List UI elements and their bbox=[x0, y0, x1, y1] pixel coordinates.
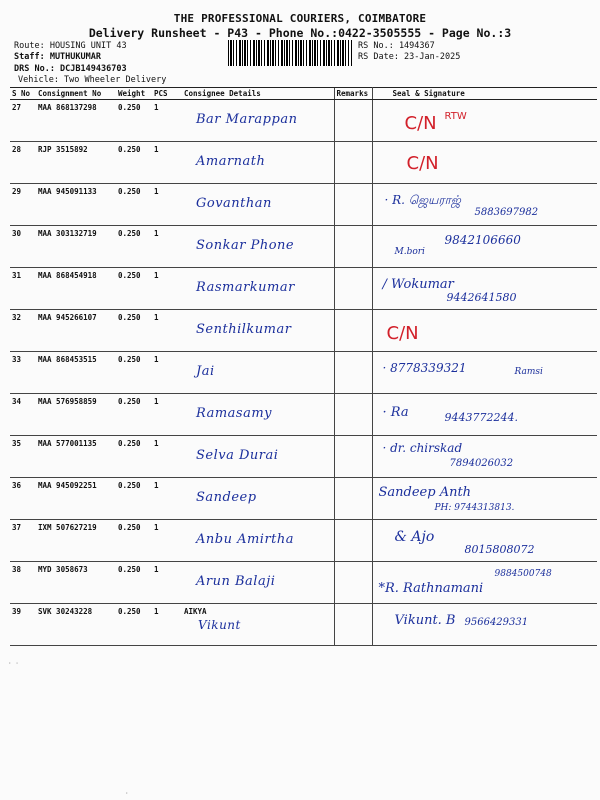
col-header-pcs: PCS bbox=[152, 88, 182, 100]
row-remarks bbox=[334, 352, 372, 394]
row-signature-phone: · 8778339321 bbox=[382, 361, 467, 375]
drs-number: DRS No.: DCJB149436703 bbox=[14, 64, 127, 74]
row-signature-phone: 7894026032 bbox=[449, 458, 514, 469]
row-sno: 36 bbox=[10, 478, 36, 520]
row-consignment: MAA 577001135 bbox=[36, 436, 116, 478]
row-sno: 38 bbox=[10, 562, 36, 604]
table-header-row bbox=[10, 88, 597, 100]
row-pcs: 1 bbox=[152, 478, 182, 520]
scan-speck: · bbox=[125, 790, 129, 797]
row-signature: & Ajo bbox=[394, 529, 435, 545]
row-weight: 0.250 bbox=[116, 604, 152, 646]
row-weight: 0.250 bbox=[116, 268, 152, 310]
row-remarks bbox=[334, 562, 372, 604]
row-consignee-handwritten: Sandeep bbox=[196, 490, 257, 505]
table-row bbox=[10, 394, 597, 436]
row-weight: 0.250 bbox=[116, 520, 152, 562]
row-remarks bbox=[334, 394, 372, 436]
row-weight: 0.250 bbox=[116, 394, 152, 436]
table-row bbox=[10, 478, 597, 520]
col-header-signature: Seal & Signature bbox=[372, 88, 597, 100]
row-consignment: MAA 576958859 bbox=[36, 394, 116, 436]
row-remarks bbox=[334, 184, 372, 226]
row-weight: 0.250 bbox=[116, 100, 152, 142]
row-sno: 35 bbox=[10, 436, 36, 478]
row-remarks bbox=[334, 604, 372, 646]
row-signature-phone: 9442641580 bbox=[446, 291, 517, 304]
route-info: Route: HOUSING UNIT 43 bbox=[14, 41, 127, 51]
row-sno: 28 bbox=[10, 142, 36, 184]
col-header-remarks: Remarks bbox=[334, 88, 372, 100]
row-pcs: 1 bbox=[152, 436, 182, 478]
row-signature: Vikunt. B bbox=[394, 613, 456, 628]
table-row bbox=[10, 226, 597, 268]
row-weight: 0.250 bbox=[116, 562, 152, 604]
row-consignee-handwritten: Jai bbox=[196, 364, 215, 379]
row-pcs: 1 bbox=[152, 352, 182, 394]
table-row bbox=[10, 520, 597, 562]
row-pcs: 1 bbox=[152, 226, 182, 268]
row-signature-phone: PH: 9744313813. bbox=[434, 503, 515, 513]
row-consignment: MYD 3058673 bbox=[36, 562, 116, 604]
row-sno: 39 bbox=[10, 604, 36, 646]
row-pcs: 1 bbox=[152, 100, 182, 142]
table-row bbox=[10, 562, 597, 604]
col-header-consignment: Consignment No bbox=[36, 88, 116, 100]
rs-date: RS Date: 23-Jan-2025 bbox=[358, 52, 461, 62]
row-pcs: 1 bbox=[152, 520, 182, 562]
row-signature: · Ra bbox=[382, 405, 409, 420]
row-consignment: SVK 30243228 bbox=[36, 604, 116, 646]
row-consignment: MAA 945266107 bbox=[36, 310, 116, 352]
col-header-weight: Weight bbox=[116, 88, 152, 100]
row-weight: 0.250 bbox=[116, 142, 152, 184]
row-pcs: 1 bbox=[152, 142, 182, 184]
company-title: THE PROFESSIONAL COURIERS, COIMBATORE bbox=[173, 12, 427, 25]
row-consignee-handwritten: Selva Durai bbox=[196, 448, 279, 463]
table-row bbox=[10, 268, 597, 310]
table-row bbox=[10, 100, 597, 142]
row-pcs: 1 bbox=[152, 184, 182, 226]
row-signature: · R. ஜெயராஜ் bbox=[384, 193, 461, 207]
row-weight: 0.250 bbox=[116, 310, 152, 352]
row-consignee-handwritten: Govanthan bbox=[196, 196, 272, 211]
row-weight: 0.250 bbox=[116, 436, 152, 478]
row-remarks bbox=[334, 142, 372, 184]
row-signature-phone: 9842106660 bbox=[444, 233, 521, 247]
rs-number: RS No.: 1494367 bbox=[358, 41, 435, 51]
row-remarks bbox=[334, 226, 372, 268]
row-signature: Ramsi bbox=[514, 367, 543, 377]
row-consignment: RJP 3515892 bbox=[36, 142, 116, 184]
staff-info: Staff: MUTHUKUMAR bbox=[14, 52, 101, 62]
table-row bbox=[10, 142, 597, 184]
row-signature-phone: 9443772244. bbox=[444, 411, 518, 424]
row-consignee-handwritten: Arun Balaji bbox=[196, 574, 276, 589]
row-consignee-handwritten: Sonkar Phone bbox=[196, 238, 295, 253]
row-weight: 0.250 bbox=[116, 226, 152, 268]
row-remarks bbox=[334, 310, 372, 352]
row-consignment: MAA 868454918 bbox=[36, 268, 116, 310]
row-consignment: IXM 507627219 bbox=[36, 520, 116, 562]
row-consignee-printed: AIKYA bbox=[184, 607, 207, 616]
row-consignee-handwritten: Bar Marappan bbox=[196, 112, 298, 127]
row-signature: C/N bbox=[404, 113, 437, 134]
row-signature: C/N bbox=[406, 153, 439, 174]
table-row bbox=[10, 184, 597, 226]
row-consignment: MAA 945091133 bbox=[36, 184, 116, 226]
row-signature-phone: 5883697982 bbox=[474, 207, 539, 218]
row-signature: · dr. chirskad bbox=[382, 441, 463, 455]
row-sno: 30 bbox=[10, 226, 36, 268]
row-sno: 29 bbox=[10, 184, 36, 226]
table-row bbox=[10, 436, 597, 478]
row-remarks bbox=[334, 520, 372, 562]
row-consignment: MAA 868137298 bbox=[36, 100, 116, 142]
row-signature-phone: 9566429331 bbox=[464, 617, 529, 628]
row-consignment: MAA 945092251 bbox=[36, 478, 116, 520]
col-header-consignee: Consignee Details bbox=[182, 88, 334, 100]
row-signature-phone: 9884500748 bbox=[494, 569, 552, 579]
row-pcs: 1 bbox=[152, 310, 182, 352]
row-sno: 27 bbox=[10, 100, 36, 142]
barcode-image bbox=[228, 40, 352, 66]
scan-speck: · · bbox=[8, 660, 19, 667]
row-signature-note: RTW bbox=[444, 111, 467, 122]
row-remarks bbox=[334, 268, 372, 310]
row-consignee-handwritten: Senthilkumar bbox=[196, 322, 292, 337]
row-signature-phone: 8015808072 bbox=[464, 543, 535, 556]
row-remarks bbox=[334, 100, 372, 142]
row-weight: 0.250 bbox=[116, 478, 152, 520]
table-row bbox=[10, 604, 597, 646]
row-sno: 31 bbox=[10, 268, 36, 310]
row-pcs: 1 bbox=[152, 394, 182, 436]
row-remarks bbox=[334, 436, 372, 478]
row-consignee-handwritten: Anbu Amirtha bbox=[196, 532, 295, 547]
row-consignee-handwritten: Ramasamy bbox=[196, 406, 273, 421]
row-pcs: 1 bbox=[152, 268, 182, 310]
row-signature: M.bori bbox=[394, 247, 425, 257]
runsheet-title: Delivery Runsheet - P43 - Phone No.:0422-3505555 - Page No.:3 bbox=[88, 26, 512, 40]
row-signature: *R. Rathnamani bbox=[378, 581, 484, 596]
row-pcs: 1 bbox=[152, 604, 182, 646]
row-weight: 0.250 bbox=[116, 352, 152, 394]
row-signature: / Wokumar bbox=[382, 277, 454, 292]
row-pcs: 1 bbox=[152, 562, 182, 604]
delivery-table bbox=[10, 87, 597, 646]
table-row bbox=[10, 352, 597, 394]
row-consignment: MAA 303132719 bbox=[36, 226, 116, 268]
row-signature: C/N bbox=[386, 323, 419, 344]
row-sno: 37 bbox=[10, 520, 36, 562]
row-consignee-handwritten: Rasmarkumar bbox=[196, 280, 295, 295]
row-consignee-handwritten: Vikunt bbox=[198, 618, 241, 632]
row-remarks bbox=[334, 478, 372, 520]
col-header-sno: S No bbox=[10, 88, 36, 100]
row-signature: Sandeep Anth bbox=[378, 485, 472, 500]
row-weight: 0.250 bbox=[116, 184, 152, 226]
table-row bbox=[10, 310, 597, 352]
row-sno: 32 bbox=[10, 310, 36, 352]
row-sno: 34 bbox=[10, 394, 36, 436]
row-consignment: MAA 868453515 bbox=[36, 352, 116, 394]
row-consignee-handwritten: Amarnath bbox=[196, 154, 266, 169]
row-sno: 33 bbox=[10, 352, 36, 394]
vehicle-info: Vehicle: Two Wheeler Delivery bbox=[18, 75, 167, 85]
